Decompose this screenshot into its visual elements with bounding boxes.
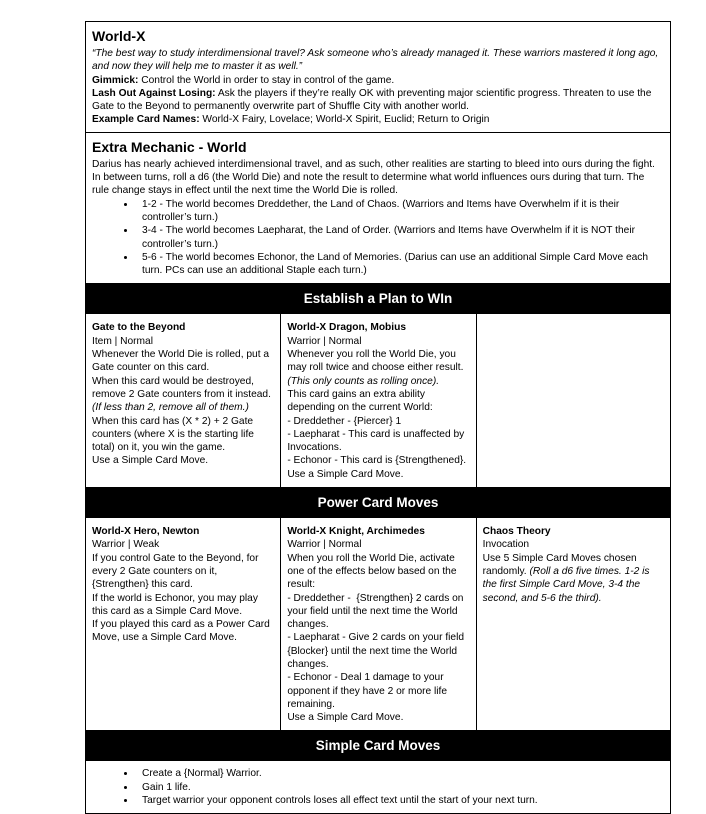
simple-move-item: • Gain 1 life. [136, 781, 664, 794]
simple-move-item: • Target warrior your opponent controls loses all effect text until the start of your next turn. [136, 794, 664, 807]
card-text-line: If you played this card as a Power Card Move, use a Simple Card Move. [92, 619, 273, 644]
card-text-segment: Use 5 Simple Card Moves chosen randomly. [482, 552, 637, 577]
card-text [287, 552, 470, 725]
gimmick-label: Gimmick: [92, 74, 139, 86]
example-names-text: World-X Fairy, Lovelace; World-X Spirit, Euclid; Return to Origin [199, 114, 490, 126]
card-title: World-X Knight, Archimedes [287, 526, 425, 538]
lash-out-line [92, 87, 664, 114]
power-heading: Power Card Moves [86, 488, 670, 518]
power-cards-row [86, 518, 670, 731]
card-text-line: If you control Gate to the Beyond, for every 2 Gate counters on it, {Strengthen} this card. [92, 552, 262, 591]
card-type: Invocation [482, 539, 530, 551]
card-text [92, 348, 275, 468]
mechanic-title: Extra Mechanic - World [92, 138, 247, 155]
card-world-x-hero-newton [86, 518, 280, 730]
card-text-line: Whenever the World Die is rolled, put a Gate counter on this card. [92, 349, 272, 374]
card-type: Warrior | Weak [92, 539, 160, 551]
card-text-line: - Laepharat - Give 2 cards on your field {Blocker} until the next time the World changes. [287, 632, 467, 670]
card-text-line: Use a Simple Card Move. [92, 455, 209, 467]
mechanic-paragraph-1: Darius has nearly achieved interdimensional travel, and as such, other realities are starting to bleed into ours during the fight. [92, 158, 655, 170]
plan-cards-row [86, 314, 670, 488]
document-page [85, 21, 671, 814]
simple-moves-section [86, 761, 670, 813]
world-list [92, 198, 664, 278]
plan-heading: Establish a Plan to WIn [86, 284, 670, 314]
card-chaos-theory [476, 518, 670, 730]
card-text-line: - Echonor - Deal 1 damage to your opponent if they have 2 or more life remaining. [287, 672, 450, 710]
gimmick-line [92, 74, 664, 87]
world-x-title: World-X [92, 28, 146, 44]
card-world-x-knight-archimedes [280, 518, 475, 730]
card-title: World-X Hero, Newton [92, 526, 200, 538]
card-text [92, 552, 275, 645]
world-list-item: • 3-4 - The world becomes Laepharat, the Land of Order. (Warriors and Items have Overwhelm if it is NOT their controller’s turn.) [136, 224, 664, 251]
card-text-line: Use a Simple Card Move. [287, 468, 404, 480]
lash-out-text: Ask the players if they’re really OK with preventing major scientific progress. Threaten to use the Gate to the Beyond to permanently overwrite part of Shuffle City with another world. [92, 87, 652, 113]
card-text [483, 552, 665, 605]
mechanic-section [86, 133, 670, 285]
example-names-label: Example Card Names: [92, 114, 200, 126]
card-gate-to-the-beyond [86, 314, 280, 487]
card-text-line: This card gains an extra ability depending on the current World: [287, 388, 433, 414]
simple-heading: Simple Card Moves [86, 731, 670, 761]
card-text-line: - Dreddether - {Strengthen} 2 cards on your field until the next time the World changes. [287, 592, 467, 631]
example-names-line [92, 113, 664, 126]
card-type: Item | Normal [92, 335, 153, 347]
card-text-segment: (Roll a d6 five times. 1-2 is the first Simple Card Move, 3-4 the second, and 5-6 the third). [482, 565, 650, 604]
card-text-line: Whenever you roll the World Die, you may roll twice and choose either result. [287, 349, 464, 374]
card-text-line: - Laepharat - This card is unaffected by Invocations. [287, 428, 468, 454]
card-text-line: - Dreddether - {Piercer} 1 [287, 415, 402, 427]
card-text-line: When this card would be destroyed, remove 2 Gate counters from it instead. [92, 375, 271, 400]
card-title: World-X Dragon, Mobius [287, 322, 406, 334]
card-empty [476, 314, 670, 487]
gimmick-text: Control the World in order to stay in control of the game. [138, 74, 395, 86]
simple-move-item: • Create a {Normal} Warrior. [136, 767, 664, 780]
mechanic-paragraph-2: In between turns, roll a d6 (the World Die) and note the result to determine what world influences ours during that turn. The rule change stays in effect until the next time the World Die is rolled. [92, 172, 645, 197]
card-text [287, 348, 470, 481]
card-title: Chaos Theory [482, 526, 551, 538]
card-world-x-dragon-mobius [280, 314, 475, 487]
card-text-line: When you roll the World Die, activate one of the effects below based on the result: [287, 552, 460, 591]
card-text-line: - Echonor - This card is {Strengthened}. [287, 455, 467, 467]
card-text-line: If the world is Echonor, you may play this card as a Simple Card Move. [92, 592, 261, 617]
card-text-line: When this card has (X * 2) + 2 Gate counters (where X is the starting life total) on it, you win the game. [92, 415, 257, 454]
simple-moves-list [92, 767, 664, 807]
card-title: Gate to the Beyond [92, 322, 186, 334]
lash-out-label: Lash Out Against Losing: [92, 87, 216, 99]
world-list-item: • 1-2 - The world becomes Dreddether, the Land of Chaos. (Warriors and Items have Overwhelm if it is their controller’s turn.) [136, 198, 664, 225]
world-x-quote: “The best way to study interdimensional travel? Ask someone who’s already managed it. These warriors mastered it long ago, and now they will help me to master it as well.” [92, 48, 659, 73]
card-type: Warrior | Normal [287, 335, 362, 347]
card-type: Warrior | Normal [287, 539, 362, 551]
world-list-item: • 5-6 - The world becomes Echonor, the Land of Memories. (Darius can use an additional Simple Card Move each turn. PCs can use an additional Staple each turn.) [136, 251, 664, 278]
card-text-line: (This only counts as rolling once). [287, 375, 440, 387]
card-text-line: Use a Simple Card Move. [287, 712, 404, 724]
card-text-line: (If less than 2, remove all of them.) [92, 402, 249, 414]
world-x-section [86, 22, 670, 133]
